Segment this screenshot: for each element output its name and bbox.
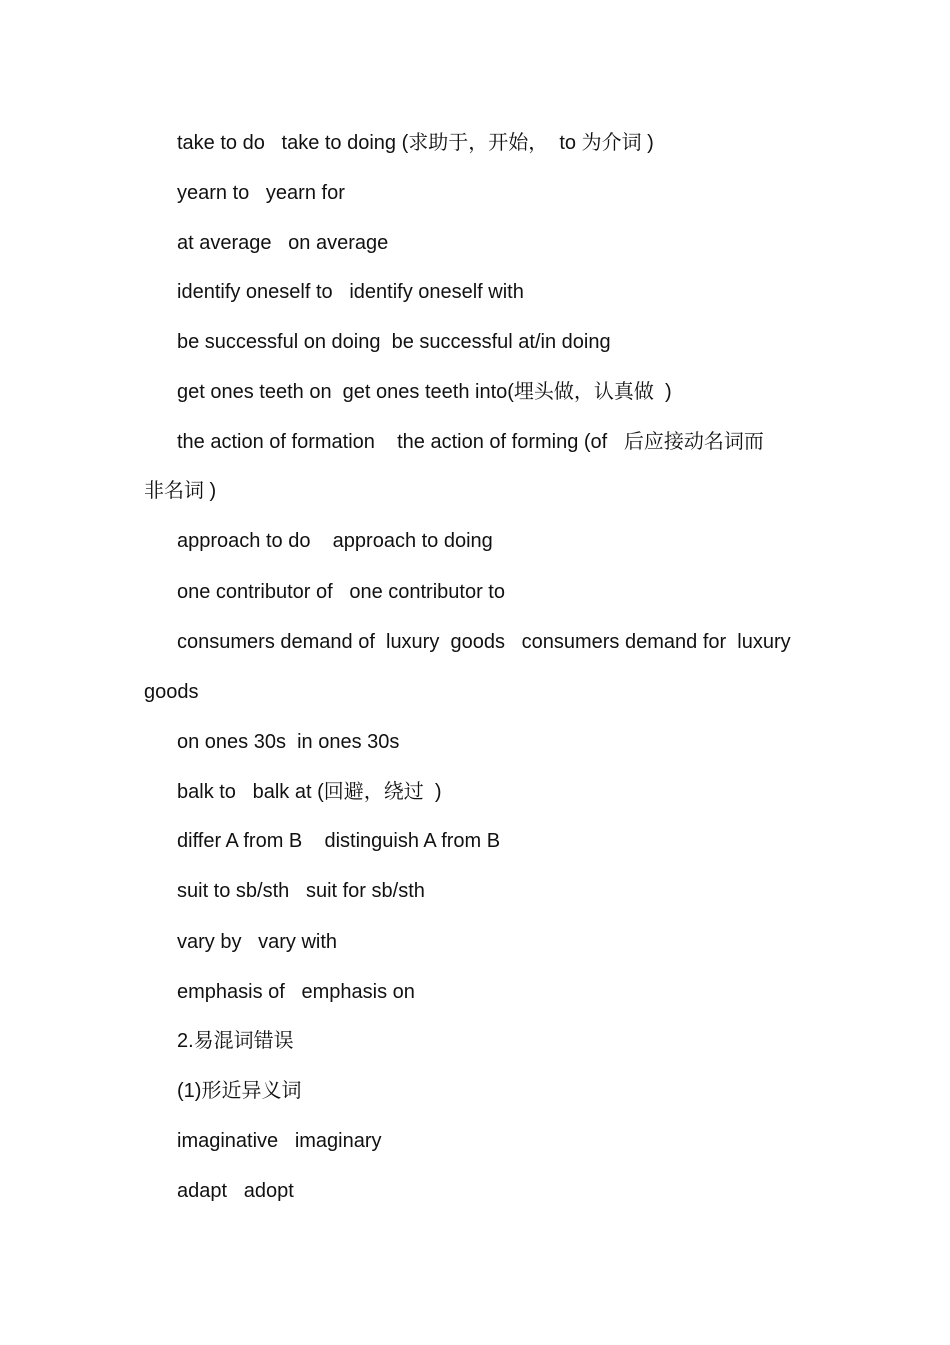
text-line: vary by vary with: [177, 931, 338, 953]
text-line: take to do take to doing (求助于，开始， to 为介词 ): [177, 132, 654, 154]
text-line: at average on average: [177, 232, 389, 254]
text-line-continuation: 非名词 ): [144, 480, 217, 502]
text-line: consumers demand of luxury goods consumers demand for luxury: [177, 631, 791, 653]
text-line: adapt adopt: [177, 1180, 294, 1202]
subsection-heading: (1)形近异义词: [177, 1080, 302, 1102]
text-line: be successful on doing be successful at/in doing: [177, 331, 611, 353]
text-line: one contributor of one contributor to: [177, 581, 505, 603]
text-line: the action of formation the action of forming (of 后应接动名词而: [177, 431, 764, 453]
text-line: identify oneself to identify oneself with: [177, 281, 524, 303]
section-heading: 2.易混词错误: [177, 1030, 294, 1052]
text-line-continuation: goods: [144, 681, 199, 703]
text-line: approach to do approach to doing: [177, 530, 493, 552]
text-line: differ A from B distinguish A from B: [177, 830, 501, 852]
text-line: suit to sb/sth suit for sb/sth: [177, 880, 425, 902]
text-line: on ones 30s in ones 30s: [177, 731, 400, 753]
text-line: emphasis of emphasis on: [177, 981, 415, 1003]
text-line: yearn to yearn for: [177, 182, 345, 204]
text-line: get ones teeth on get ones teeth into(埋头做，认真做 ): [177, 381, 672, 403]
text-line: balk to balk at (回避，绕过 ): [177, 781, 442, 803]
text-line: imaginative imaginary: [177, 1130, 382, 1152]
